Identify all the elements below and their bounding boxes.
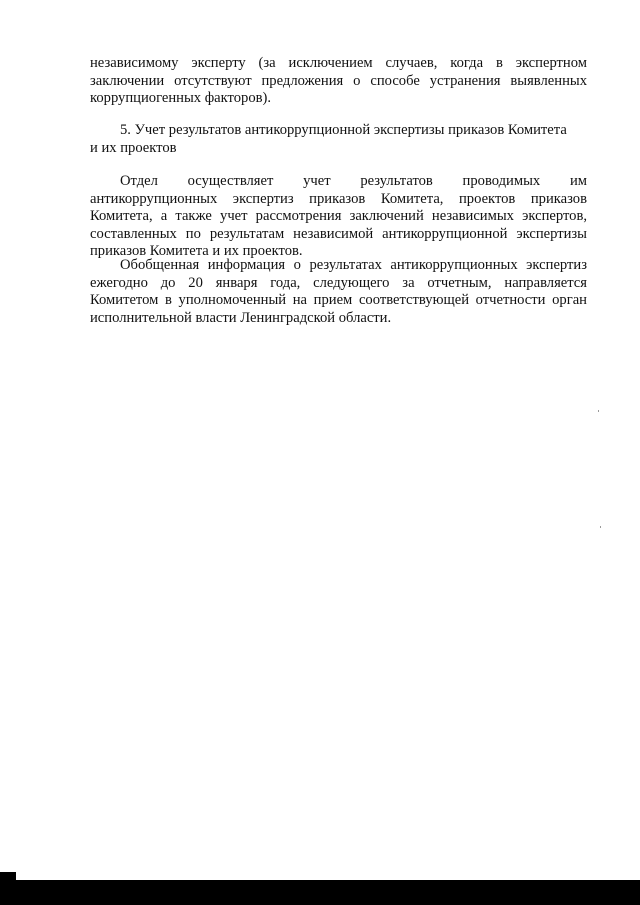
text-line: Отдел осуществляет учет результатов проводимых им bbox=[120, 173, 587, 189]
paragraph-summary-information bbox=[90, 257, 587, 327]
text-line: ежегодно до 20 января года, следующего за отчетным, направляется bbox=[90, 274, 587, 291]
text-line: исполнительной власти Ленинградской области. bbox=[90, 309, 392, 326]
heading-line: 5. Учет результатов антикоррупционной экспертизы приказов Комитета bbox=[120, 122, 567, 138]
paragraph-department-accounting bbox=[90, 173, 587, 261]
text-line: коррупциогенных факторов). bbox=[90, 90, 272, 106]
text-line: независимому эксперту (за исключением случаев, когда в экспертном bbox=[90, 55, 587, 71]
scan-speck bbox=[600, 526, 601, 528]
paragraph-independent-expert bbox=[90, 55, 587, 108]
text-line: Комитетом в уполномоченный на прием соответствующей отчетности орган bbox=[90, 292, 587, 308]
section-heading bbox=[90, 122, 587, 157]
text-line: приказов Комитета и их проектов. bbox=[90, 243, 303, 259]
text-line: антикоррупционных экспертиз приказов Комитета, проектов приказов bbox=[90, 190, 587, 207]
scan-speck bbox=[598, 410, 599, 412]
heading-line: и их проектов bbox=[90, 139, 177, 156]
text-line: Обобщенная информация о результатах антикоррупционных экспертиз bbox=[120, 257, 587, 273]
scan-bottom-border bbox=[0, 880, 640, 905]
text-line: Комитета, а также учет рассмотрения заключений независимых экспертов, bbox=[90, 208, 587, 224]
text-line: заключении отсутствуют предложения о способе устранения выявленных bbox=[90, 72, 587, 89]
text-line: составленных по результатам независимой антикоррупционной экспертизы bbox=[90, 225, 587, 242]
